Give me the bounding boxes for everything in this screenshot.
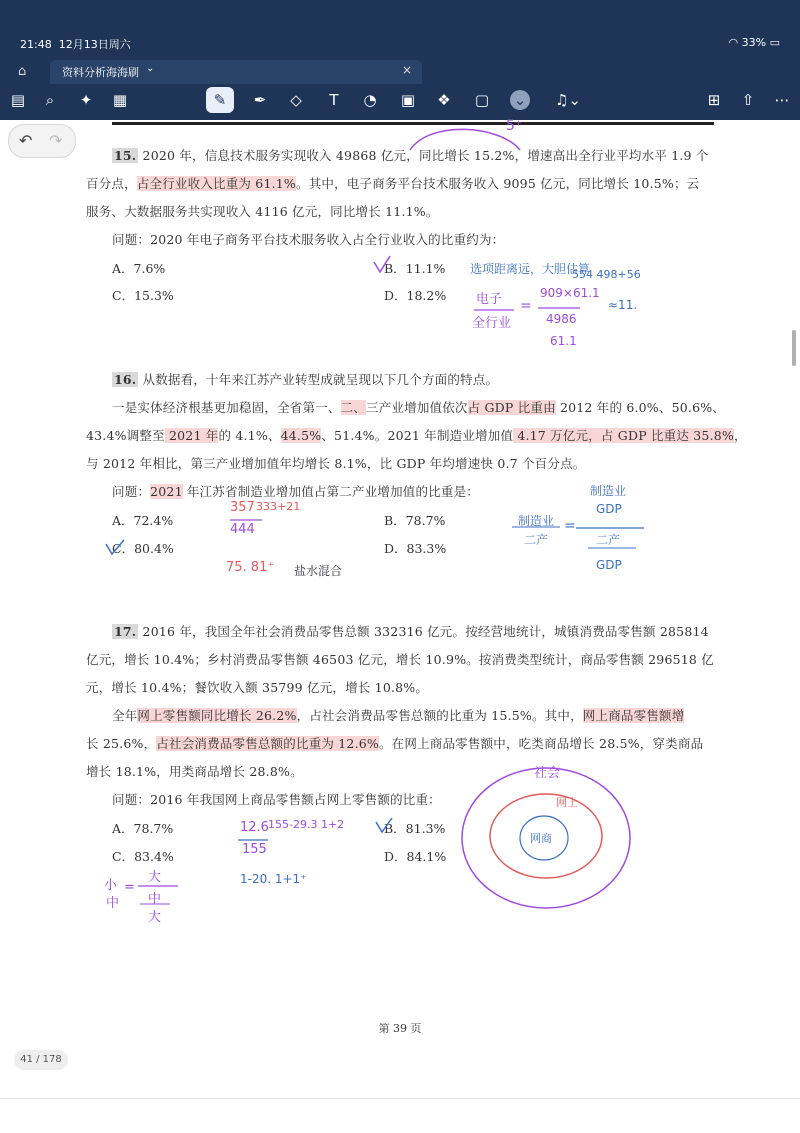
q16-text: 年江苏省制造业增加值占第二产业增加值的比重是： bbox=[182, 484, 480, 499]
magic-icon[interactable]: ✦ bbox=[79, 91, 93, 109]
q15-option-a: A．7.6% bbox=[112, 261, 166, 276]
note-q17-denominator: 155 bbox=[242, 842, 267, 857]
q16-highlight: 占 GDP 比重由 bbox=[467, 400, 556, 415]
q15-text: 百分点， bbox=[86, 176, 137, 191]
q17-question: 问题：2016 年我国网上商品零售额占网上零售额的比重： bbox=[112, 792, 441, 807]
eraser-icon[interactable]: ◇ bbox=[290, 91, 302, 109]
note-q16-secondary: 二产 bbox=[524, 533, 549, 547]
q17-option-d: D．84.1% bbox=[384, 849, 447, 864]
note-q17-big-2: 大 bbox=[148, 910, 162, 925]
battery-icon: ▭ bbox=[769, 36, 780, 49]
note-q15-calc: 554 498+56 bbox=[572, 268, 641, 281]
q17-line3: 元，增长 10.4%；餐饮收入额 35799 亿元，增长 10.8%。 bbox=[86, 680, 429, 695]
scrollbar[interactable] bbox=[792, 330, 796, 366]
q16-option-b: B．78.7% bbox=[384, 513, 446, 528]
note-q17-online: 网上 bbox=[556, 796, 578, 809]
note-q17-result: 1-20. 1+1⁺ bbox=[240, 872, 307, 886]
status-date: 12月13日周六 bbox=[58, 38, 131, 51]
q16-text: 的 4.1%、 bbox=[218, 428, 281, 443]
note-q17-online-goods: 网商 bbox=[530, 832, 552, 845]
note-q16-numerator: 357 bbox=[230, 500, 255, 515]
note-q16-manufacturing: 制造业 bbox=[590, 484, 627, 498]
q16-text: 问题： bbox=[112, 484, 151, 499]
q15-line3: 服务、大数据服务共实现收入 4116 亿元，同比增长 11.1%。 bbox=[86, 204, 439, 219]
sidebar-icon[interactable]: ▤ bbox=[10, 91, 26, 109]
home-icon[interactable]: ⌂ bbox=[18, 64, 27, 79]
q15-highlight: 占全行业收入比重为 61.1% bbox=[136, 176, 296, 191]
note-q16-gdp-bottom: GDP bbox=[596, 558, 622, 572]
note-equals: = bbox=[124, 880, 135, 895]
note-equals: = bbox=[520, 298, 532, 314]
q16-text: 、51.4%。2021 年制造业增加值 bbox=[321, 428, 514, 443]
q17-option-b: B．81.3% bbox=[384, 821, 446, 836]
q17-check-mark bbox=[376, 818, 392, 832]
q16-option-d: D．83.3% bbox=[384, 541, 447, 556]
document-icon[interactable]: ▦ bbox=[112, 91, 128, 109]
note-q16-calc: 333+21 bbox=[256, 500, 301, 513]
add-page-icon[interactable]: ⊞ bbox=[707, 91, 721, 109]
page-number: 第 39 页 bbox=[378, 1022, 422, 1035]
note-icon[interactable]: ▢ bbox=[474, 91, 490, 109]
note-q15-estimate: 选项距离远，大胆估算 bbox=[470, 262, 591, 276]
note-q16-denominator: 444 bbox=[230, 522, 255, 537]
note-q17-society: 社会 bbox=[534, 766, 561, 781]
q16-option-c: C．80.4% bbox=[112, 541, 174, 556]
note-q16-method: 盐水混合 bbox=[294, 564, 343, 578]
q17-text: 。其中， bbox=[531, 708, 583, 723]
wifi-icon: ◠ bbox=[728, 36, 739, 49]
q17-para2-line3: 增长 18.1%，用类商品增长 28.8%。 bbox=[86, 764, 303, 779]
q17-highlight: 网上零售额同比增长 26.2% bbox=[137, 708, 297, 723]
q17-text: 长 25.6%， bbox=[86, 736, 157, 751]
q16-check-mark bbox=[106, 540, 124, 554]
q16-text: 2012 年的 6.0%、50.6%、 bbox=[555, 400, 725, 415]
status-time: 21:48 bbox=[20, 38, 52, 51]
q15-number: 15. bbox=[114, 148, 137, 163]
note-q17-numerator: 12.6 bbox=[240, 820, 269, 835]
redo-icon[interactable]: ↷ bbox=[49, 131, 63, 150]
close-icon[interactable]: × bbox=[401, 63, 412, 77]
q17-highlight: 网上商品零售额增 bbox=[582, 708, 685, 723]
search-icon[interactable]: ⌕ bbox=[45, 91, 55, 109]
note-q16-result: 75. 81⁺ bbox=[226, 560, 275, 575]
q16-text: 三产业增加值依次 bbox=[366, 400, 468, 415]
more-icon[interactable]: ⋯ bbox=[774, 91, 790, 109]
tab-title: 资料分析海海刷 bbox=[62, 66, 139, 79]
note-equals: = bbox=[564, 518, 576, 534]
q15-text: 2020 年，信息技术服务实现收入 49868 亿元，同比增长 15.2%，增速高出全行业平均水平 1.9 个 bbox=[142, 148, 709, 163]
q17-option-c: C．83.4% bbox=[112, 849, 174, 864]
q16-text: 43.4%调整至 bbox=[86, 428, 165, 443]
note-q15-result: ≈11. bbox=[608, 298, 638, 312]
q15-check-mark bbox=[374, 256, 390, 272]
q15-option-d: D．18.2% bbox=[384, 288, 447, 303]
q16-highlight: 二、 bbox=[340, 400, 367, 415]
q16-line4: 与 2012 年相比，第三产业增加值年均增长 8.1%，比 GDP 年均增速快 0.7 个百分点。 bbox=[86, 456, 586, 471]
sticker-icon[interactable]: ❖ bbox=[437, 91, 451, 109]
note-q17-calc: 155-29.3 1+2 bbox=[268, 818, 345, 831]
note-q15-industry: 全行业 bbox=[472, 316, 512, 331]
q17-option-a: A．78.7% bbox=[112, 821, 174, 836]
note-q17-mid-2: 中 bbox=[148, 892, 162, 907]
q17-text: 。在网上商品零售额中，吃类商品增长 28.5%，穿类商品 bbox=[378, 736, 704, 751]
q16-option-a: A．72.4% bbox=[112, 513, 174, 528]
lasso-icon[interactable]: ✎ bbox=[206, 87, 234, 113]
note-q15-5plus: 5⁺ bbox=[506, 118, 523, 134]
q15-text: 。其中，电子商务平台技术服务收入 9095 亿元 bbox=[296, 176, 566, 191]
q15-option-c: C．15.3% bbox=[112, 288, 174, 303]
page-indicator: 41 / 178 bbox=[14, 1050, 68, 1070]
battery-percent: 33% bbox=[741, 36, 767, 49]
q17-text: 全年 bbox=[112, 708, 138, 723]
mic-icon[interactable]: ♫⌄ bbox=[554, 91, 581, 109]
note-q17-small: 小 bbox=[104, 878, 118, 893]
more-down-icon[interactable]: ⌄ bbox=[510, 90, 530, 110]
q16-text: ， bbox=[733, 428, 747, 443]
note-q16-gdp: GDP bbox=[596, 502, 622, 516]
chevron-down-icon[interactable]: ⌄ bbox=[146, 63, 155, 74]
q16-text: 从数据看，十年来江苏产业转型成就呈现以下几个方面的特点。 bbox=[142, 372, 499, 387]
note-q15-numerator: 909×61.1 bbox=[540, 286, 600, 300]
q17-number: 17. bbox=[114, 624, 137, 639]
bottom-bar bbox=[0, 1098, 800, 1133]
text-box-icon[interactable]: T bbox=[329, 91, 339, 109]
q16-highlight: 2021 bbox=[150, 484, 183, 499]
q17-highlight: 占社会消费品零售总额的比重为 12.6% bbox=[156, 736, 379, 751]
note-q15-share: 61.1 bbox=[550, 334, 577, 348]
q17-text: ，占社会消费品零售总额的比重为 15.5% bbox=[296, 708, 532, 723]
pen-icon[interactable]: ✒ bbox=[253, 91, 267, 109]
q16-text: 一是实体经济根基更加稳固，全省第一、 bbox=[112, 400, 341, 415]
note-q17-mid: 中 bbox=[106, 896, 120, 911]
q15-option-b: B．11.1% bbox=[384, 261, 446, 276]
note-q15-ecommerce: 电子 bbox=[476, 292, 503, 307]
undo-icon[interactable]: ↶ bbox=[19, 131, 33, 150]
shape-icon[interactable]: ◔ bbox=[363, 91, 377, 109]
q16-highlight: 2021 年 bbox=[164, 428, 219, 443]
q15-text: ，同比增长 10.5%；云 bbox=[565, 176, 700, 191]
q15-arc-mark bbox=[410, 129, 520, 150]
q16-highlight: 44.5% bbox=[280, 428, 322, 443]
note-q17-big: 大 bbox=[148, 870, 162, 885]
q17-line2: 亿元，增长 10.4%；乡村消费品零售额 46503 亿元，增长 10.9%。按消费类型统计，商品零售额 296518 亿 bbox=[86, 652, 714, 667]
note-q15-denominator: 4986 bbox=[546, 312, 577, 326]
note-q16-secondary-right: 二产 bbox=[596, 533, 621, 547]
image-icon[interactable]: ▣ bbox=[400, 91, 416, 109]
q16-highlight: 4.17 万亿元，占 GDP 比重达 35.8% bbox=[513, 428, 734, 443]
q17-text: 2016 年，我国全年社会消费品零售总额 332316 亿元。按经营地统计，城镇消费品零售额 285814 bbox=[142, 624, 709, 639]
share-icon[interactable]: ⇧ bbox=[741, 91, 755, 109]
q16-number: 16. bbox=[114, 372, 137, 387]
q15-question: 问题：2020 年电子商务平台技术服务收入占全行业收入的比重约为： bbox=[112, 232, 505, 247]
note-q16-manufacturing-left: 制造业 bbox=[518, 514, 555, 528]
